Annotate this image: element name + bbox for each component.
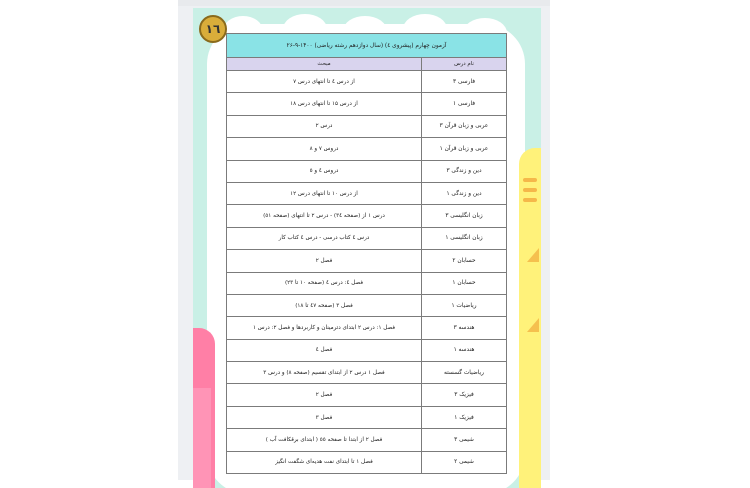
course-name-cell: زبان انگلیسی ۳ xyxy=(422,205,507,227)
topic-range-cell: فصل ۱ درس ۲ از ابتدای تقسیم (صفحه ۸) و درس ۳ xyxy=(227,362,422,384)
header-topic: مبحث xyxy=(227,58,422,71)
orange-triangle-decoration xyxy=(527,248,539,262)
topic-range-cell: فصل ۱ تا ابتدای نفت هدیه‌ای شگفت انگیز xyxy=(227,451,422,473)
course-name-cell: ریاضیات گسسته xyxy=(422,362,507,384)
course-name-cell: حسابان ۲ xyxy=(422,250,507,272)
topic-range-cell: درس ۱ از (صفحه ۳٤) - درس ۲ تا انتهای (صفحه ٥۱) xyxy=(227,205,422,227)
page-number: ١٦ xyxy=(205,22,221,36)
table-row xyxy=(227,384,507,406)
table-row xyxy=(227,406,507,428)
course-name-cell: فیزیک ۱ xyxy=(422,406,507,428)
course-name-cell: فارسی ۳ xyxy=(422,71,507,93)
topic-range-cell: فصل ۳ (صفحه ٤۷ تا ۱۸) xyxy=(227,294,422,316)
course-name-cell: هندسه ۳ xyxy=(422,317,507,339)
topic-range-cell: فصل ٤ xyxy=(227,339,422,361)
page-number-badge xyxy=(199,15,227,43)
orange-stripe-decoration xyxy=(523,198,537,202)
course-name-cell: دین و زندگی ۱ xyxy=(422,182,507,204)
table-row xyxy=(227,182,507,204)
orange-stripe-decoration xyxy=(523,178,537,182)
topic-range-cell: فصل ۱: درس ۲ ابتدای دترمینان و کاربردها و فصل ۲: درس ۱ xyxy=(227,317,422,339)
table-row xyxy=(227,227,507,249)
course-name-cell: ریاضیات ۱ xyxy=(422,294,507,316)
table-title-row xyxy=(227,34,507,58)
table-row xyxy=(227,250,507,272)
table-title: آزمون چهارم (پیشروی ٤) (سال دوازدهم رشته ریاضی) ۱۴۰۰-۹-۲۶ xyxy=(227,34,507,58)
course-name-cell: حسابان ۱ xyxy=(422,272,507,294)
table-row xyxy=(227,362,507,384)
table-row xyxy=(227,339,507,361)
course-name-cell: فیزیک ۳ xyxy=(422,384,507,406)
orange-triangle-decoration xyxy=(527,318,539,332)
table-row xyxy=(227,93,507,115)
course-name-cell: عربی و زبان قرآن ۳ xyxy=(422,115,507,137)
table-row xyxy=(227,451,507,473)
topic-range-cell: فصل ۳ xyxy=(227,406,422,428)
exam-schedule-table xyxy=(226,33,507,474)
topic-range-cell: فصل ٤: درس ٤ (صفحه ۱۰ تا ۲۳) xyxy=(227,272,422,294)
course-name-cell: شیمی ۳ xyxy=(422,429,507,451)
orange-stripe-decoration xyxy=(523,188,537,192)
topic-range-cell: فصل ۲ xyxy=(227,250,422,272)
table-row xyxy=(227,138,507,160)
table-row xyxy=(227,71,507,93)
course-name-cell: فارسی ۱ xyxy=(422,93,507,115)
table-row xyxy=(227,205,507,227)
course-name-cell: هندسه ۱ xyxy=(422,339,507,361)
table-row xyxy=(227,272,507,294)
topic-range-cell: درس ۲ xyxy=(227,115,422,137)
pink-wave-decoration xyxy=(193,388,211,488)
course-name-cell: شیمی ۲ xyxy=(422,451,507,473)
table-row xyxy=(227,317,507,339)
topic-range-cell: درس ٤ کتاب درسی - درس ٤ کتاب کار xyxy=(227,227,422,249)
topic-range-cell: فصل ۲ از ابتدا تا صفحه ٥٥ ( ابتدای برقکافت آب ) xyxy=(227,429,422,451)
course-name-cell: دین و زندگی ۳ xyxy=(422,160,507,182)
topic-range-cell: فصل ۲ xyxy=(227,384,422,406)
topic-range-cell: دروس ۷ و ۸ xyxy=(227,138,422,160)
topic-range-cell: از درس ۱۰ تا انتهای درس ۱۲ xyxy=(227,182,422,204)
table-row xyxy=(227,115,507,137)
previous-page-edge xyxy=(178,0,550,6)
topic-range-cell: دروس ٤ و ٥ xyxy=(227,160,422,182)
topic-range-cell: از درس ۱۵ تا انتهای درس ۱۸ xyxy=(227,93,422,115)
table-header-row xyxy=(227,58,507,71)
topic-range-cell: از درس ٤ تا انتهای درس ۷ xyxy=(227,71,422,93)
table-row xyxy=(227,429,507,451)
header-course-name: نام درس xyxy=(422,58,507,71)
table-row xyxy=(227,160,507,182)
table-row xyxy=(227,294,507,316)
course-name-cell: زبان انگلیسی ۱ xyxy=(422,227,507,249)
course-name-cell: عربی و زبان قرآن ۱ xyxy=(422,138,507,160)
